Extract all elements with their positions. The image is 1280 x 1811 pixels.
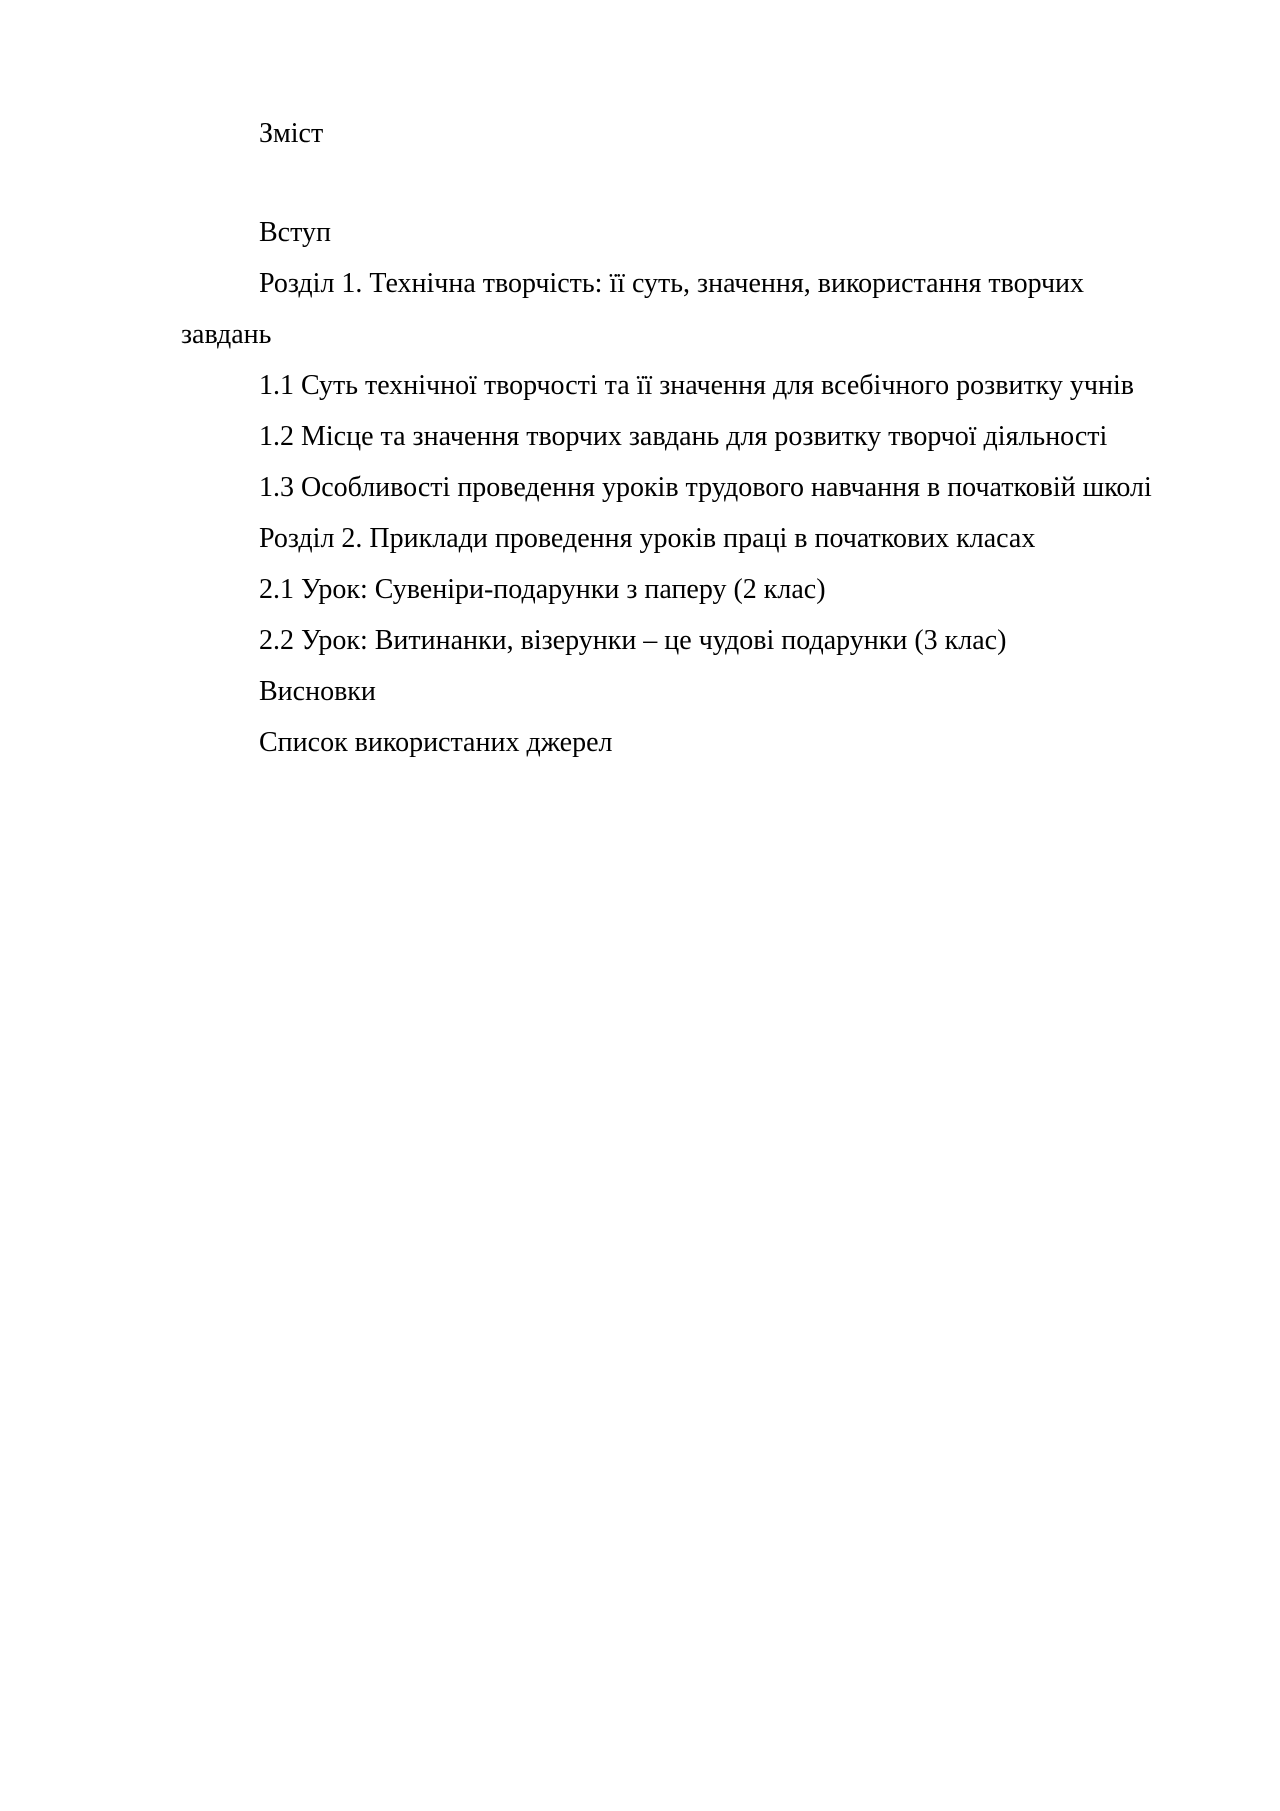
toc-item-chapter-2: Розділ 2. Приклади проведення уроків праці в початкових класах	[259, 523, 1036, 554]
toc-item-chapter-1: Розділ 1. Технічна творчість: її суть, значення, використання творчих завдань	[181, 268, 1085, 350]
toc-item-section-1-2: 1.2 Місце та значення творчих завдань для розвитку творчої діяльності	[259, 421, 1108, 452]
table-of-contents	[181, 108, 1176, 768]
toc-item-references: Список використаних джерел	[259, 727, 613, 758]
toc-item-section-2-1: 2.1 Урок: Сувеніри-подарунки з паперу (2 клас)	[259, 574, 826, 605]
toc-item-introduction: Вступ	[259, 217, 331, 248]
toc-title: Зміст	[259, 118, 324, 149]
toc-item-section-1-1: 1.1 Суть технічної творчості та її значення для всебічного розвитку учнів	[259, 370, 1134, 401]
toc-item-section-1-3: 1.3 Особливості проведення уроків трудового навчання в початковій школі	[259, 472, 1152, 503]
toc-item-section-2-2: 2.2 Урок: Витинанки, візерунки – це чудові подарунки (3 клас)	[259, 625, 1007, 656]
toc-item-conclusions: Висновки	[259, 676, 376, 707]
